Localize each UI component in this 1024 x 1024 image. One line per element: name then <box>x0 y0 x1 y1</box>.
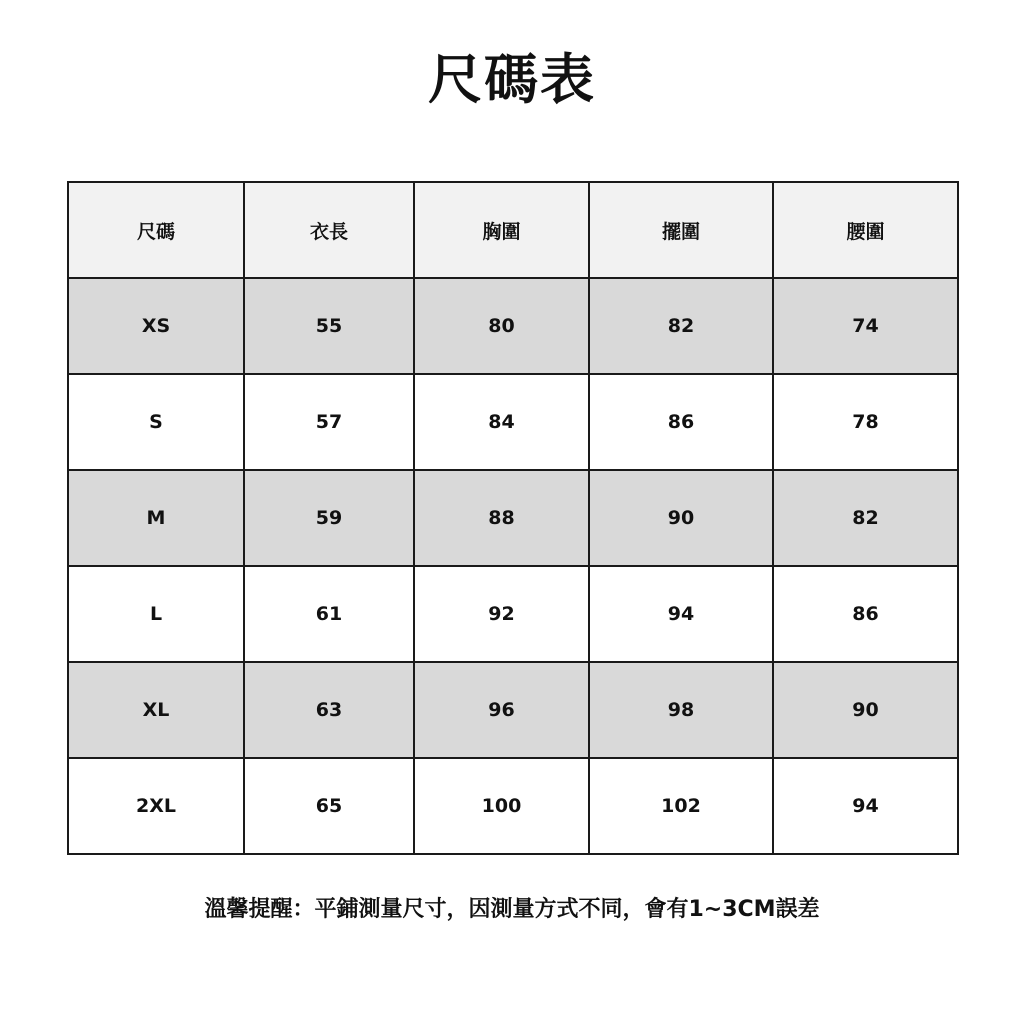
column-header-length: 衣長 <box>244 182 414 278</box>
table-row <box>68 278 958 374</box>
table-cell: 59 <box>244 470 414 566</box>
table-row <box>68 758 958 854</box>
table-row <box>68 374 958 470</box>
table-cell: 92 <box>414 566 589 662</box>
column-header-size: 尺碼 <box>68 182 244 278</box>
table-cell: M <box>68 470 244 566</box>
table-cell: 80 <box>414 278 589 374</box>
table-cell: 102 <box>589 758 773 854</box>
table-row <box>68 470 958 566</box>
column-header-hem: 擺圍 <box>589 182 773 278</box>
table-header-row <box>68 182 958 278</box>
table-cell: 82 <box>773 470 958 566</box>
table-cell: 82 <box>589 278 773 374</box>
column-header-waist: 腰圍 <box>773 182 958 278</box>
size-chart-table <box>67 181 959 855</box>
table-cell: 96 <box>414 662 589 758</box>
table-cell: 74 <box>773 278 958 374</box>
table-cell: 65 <box>244 758 414 854</box>
table-cell: XS <box>68 278 244 374</box>
table-cell: 88 <box>414 470 589 566</box>
table-cell: 84 <box>414 374 589 470</box>
table-row <box>68 662 958 758</box>
table-cell: 94 <box>773 758 958 854</box>
table-cell: 57 <box>244 374 414 470</box>
table-cell: 90 <box>773 662 958 758</box>
table-row <box>68 566 958 662</box>
table-cell: 86 <box>589 374 773 470</box>
measurement-note: 溫馨提醒：平鋪測量尺寸，因測量方式不同，會有1~3CM誤差 <box>204 897 820 922</box>
table-cell: 55 <box>244 278 414 374</box>
table-cell: 63 <box>244 662 414 758</box>
table-cell: 86 <box>773 566 958 662</box>
table-cell: 61 <box>244 566 414 662</box>
table-cell: 90 <box>589 470 773 566</box>
table-cell: XL <box>68 662 244 758</box>
page-title: 尺碼表 <box>428 48 596 111</box>
table-cell: 100 <box>414 758 589 854</box>
table-cell: L <box>68 566 244 662</box>
table-cell: S <box>68 374 244 470</box>
table-cell: 2XL <box>68 758 244 854</box>
column-header-chest: 胸圍 <box>414 182 589 278</box>
table-cell: 94 <box>589 566 773 662</box>
table-cell: 78 <box>773 374 958 470</box>
table-cell: 98 <box>589 662 773 758</box>
